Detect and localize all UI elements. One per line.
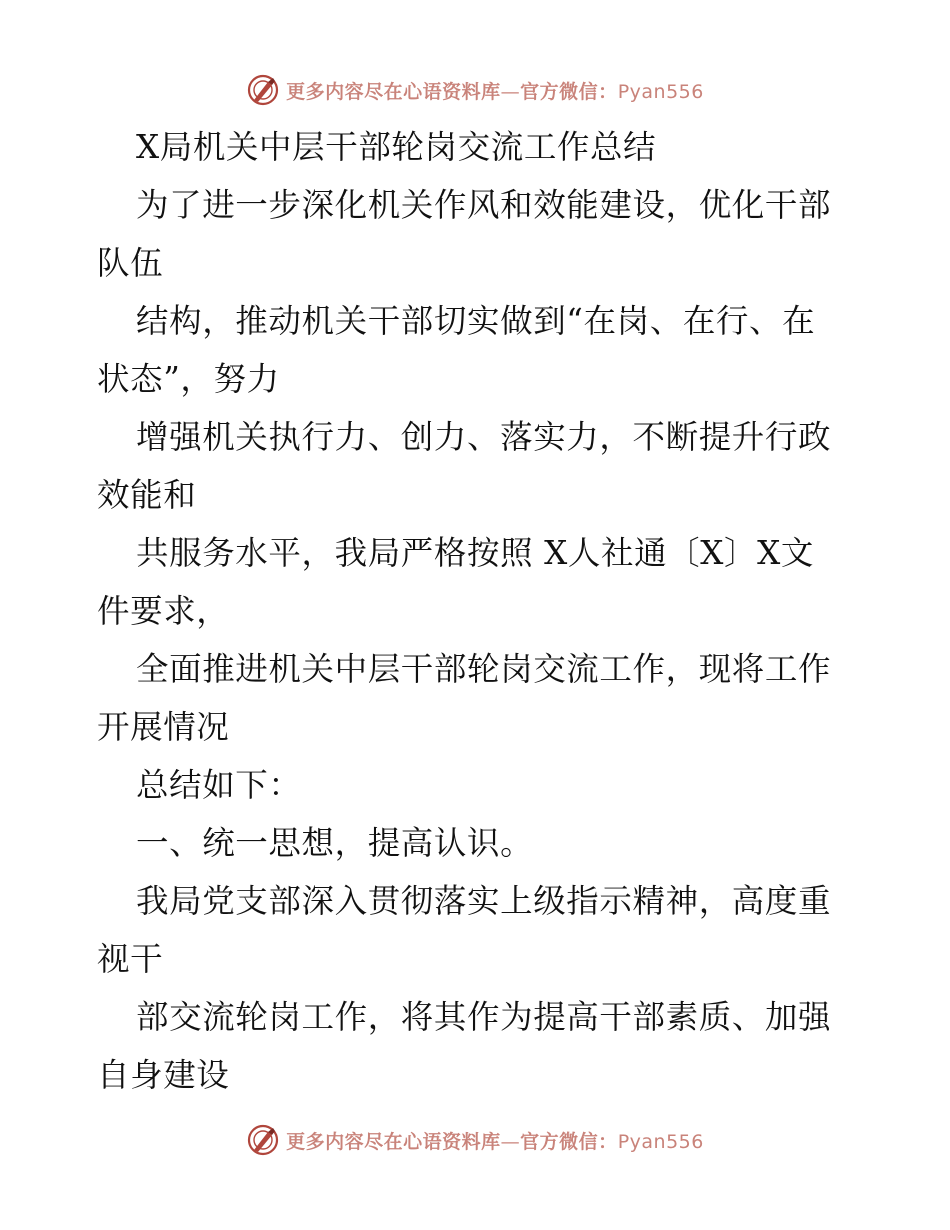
- document-line: 总结如下：: [136, 766, 302, 804]
- watermark-text: 更多内容尽在心语资料库—官方微信：Pyan556: [286, 80, 704, 103]
- document-line: 效能和: [97, 476, 197, 514]
- document-line: 状态”，努力: [97, 360, 280, 398]
- document-line: 我局党支部深入贯彻落实上级指示精神，高度重: [136, 882, 832, 920]
- document-line: 一、统一思想，提高认识。: [136, 824, 534, 862]
- document-line: 件要求，: [97, 592, 230, 630]
- document-line: 自身建设: [97, 1056, 230, 1094]
- watermark-text: 更多内容尽在心语资料库—官方微信：Pyan556: [286, 1130, 704, 1153]
- document-line: 共服务水平，我局严格按照 X人社通〔X〕X文: [136, 534, 814, 572]
- document-line: 为了进一步深化机关作风和效能建设，优化干部: [136, 186, 832, 224]
- document-line: X局机关中层干部轮岗交流工作总结: [136, 128, 657, 166]
- footer-watermark: [0, 1120, 950, 1160]
- document-line: 增强机关执行力、创力、落实力，不断提升行政: [136, 418, 832, 456]
- document-body: [97, 118, 857, 1104]
- document-line: 队伍: [97, 244, 164, 282]
- pen-nib-logo-icon: [246, 73, 280, 107]
- header-watermark: [0, 70, 950, 110]
- document-line: 开展情况: [97, 708, 230, 746]
- pen-nib-logo-icon: [246, 1123, 280, 1157]
- document-line: 部交流轮岗工作，将其作为提高干部素质、加强: [136, 998, 832, 1036]
- document-line: 全面推进机关中层干部轮岗交流工作，现将工作: [136, 650, 832, 688]
- document-line: 视干: [97, 940, 164, 978]
- document-line: 结构，推动机关干部切实做到“在岗、在行、在: [136, 302, 816, 340]
